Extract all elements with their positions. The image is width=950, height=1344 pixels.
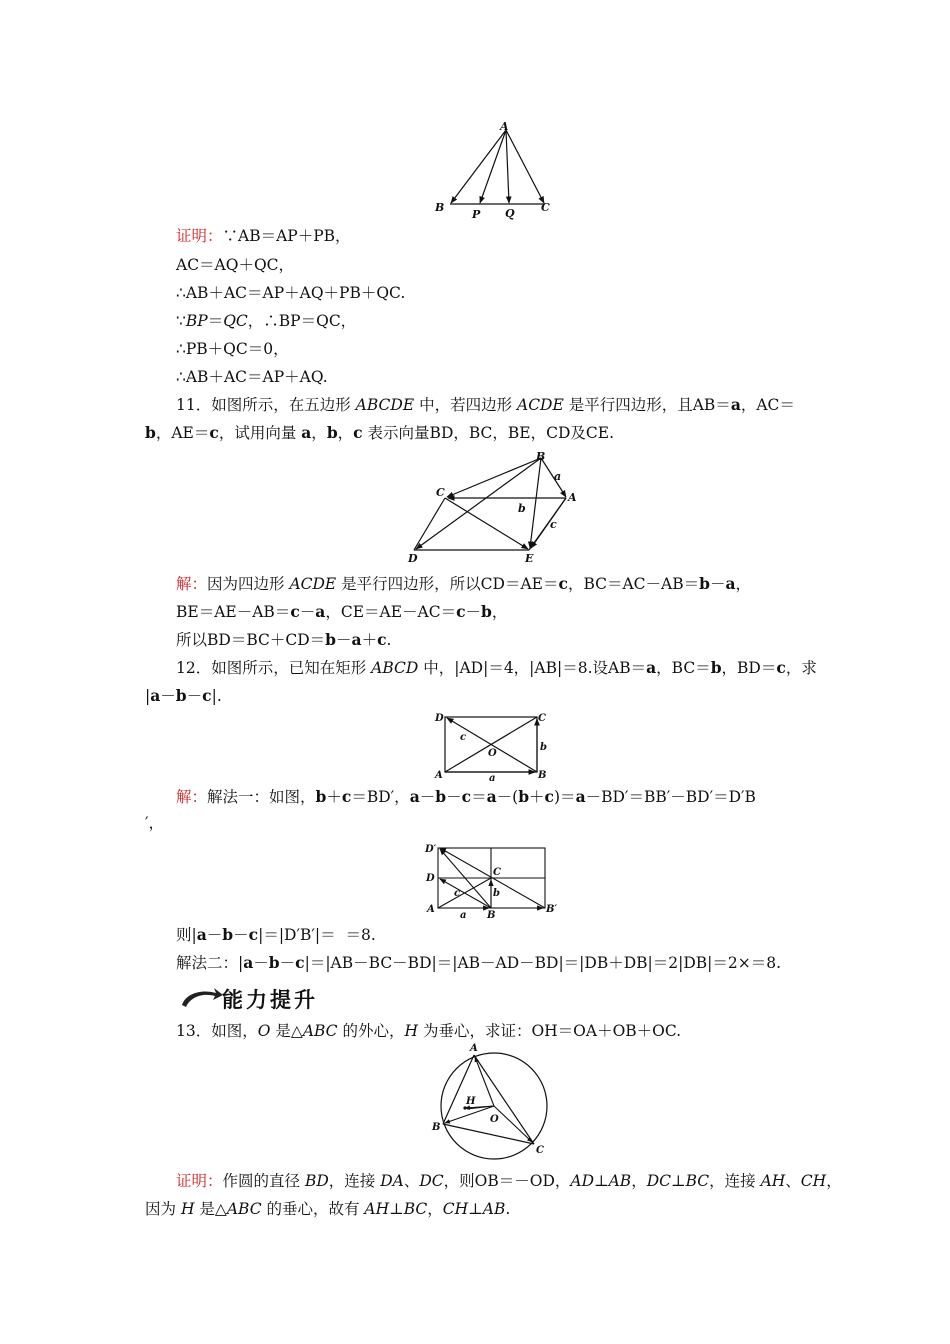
p10-line-3: ∴AB＋AC＝AP＋AQ＋PB＋QC.	[176, 284, 406, 302]
label-p: P	[472, 208, 481, 221]
banner-arrow-icon	[176, 985, 224, 1011]
proof-label: 证明：	[176, 227, 223, 245]
solution-label: 解：	[176, 788, 208, 806]
p11-solution-line-2: BE＝AE－AB＝c－a，CE＝AE－AC＝c－b，	[176, 602, 508, 621]
p12-question-line-1: 12．如图所示，已知在矩形 ABCD 中，|AD|＝4，|AB|＝8.设AB＝a，BC＝b，BD＝c，求	[176, 658, 817, 677]
p11-solution-line-3: 所以BD＝BC＋CD＝b－a＋c.	[176, 630, 392, 649]
p10-line-4: ∵BP＝QC，∴BP＝QC，	[176, 312, 357, 330]
extended-rectangle-figure	[420, 838, 570, 922]
p12-solution-line-4: 解法二：|a－b－c|＝|AB－BC－BD|＝|AB－AD－BD|＝|DB＋DB|＝2|DB|＝2×＝8.	[176, 953, 782, 972]
label-h: H	[466, 1096, 476, 1107]
label-o: O	[490, 1114, 499, 1125]
vector-label-c: c	[550, 518, 557, 531]
p11-solution-line-1: 解：因为四边形 ACDE 是平行四边形，所以CD＝AE＝c，BC＝AC－AB＝b－a，	[176, 574, 752, 593]
p10-text-1: ∵AB＝AP＋PB，	[222, 227, 351, 245]
p12-solution-line-1: 解：解法一：如图，b＋c＝BD′，a－b－c＝a－(b＋c)＝a－BD′＝BB′－BD′＝D′B	[176, 787, 756, 806]
p10-line-1	[176, 226, 351, 246]
label-a: A	[500, 120, 509, 133]
vector-label-a: a	[554, 470, 562, 483]
label-b-prime: B′	[546, 904, 558, 915]
label-q: Q	[505, 207, 515, 220]
triangle-apq-figure	[420, 118, 560, 223]
label-b: B	[538, 770, 547, 781]
vector-label-c: c	[460, 732, 467, 743]
p13-proof-line-2: 因为 H 是△ABC 的垂心，故有 AH⊥BC，CH⊥AB.	[145, 1200, 511, 1218]
solution-label: 解：	[176, 575, 208, 593]
label-d: D	[408, 552, 418, 565]
circumcircle-figure	[428, 1040, 558, 1165]
label-a: A	[568, 491, 577, 504]
p10-line-5: ∴PB＋QC＝0，	[176, 340, 289, 358]
label-c: C	[493, 867, 501, 878]
p11-question-line-1: 11．如图所示，在五边形 ABCDE 中，若四边形 ACDE 是平行四边形，且AB＝a，AC＝	[176, 395, 795, 414]
vector-label-b: b	[540, 742, 547, 753]
vector-label-a: a	[460, 910, 467, 921]
label-a: A	[470, 1043, 478, 1054]
label-c: C	[436, 486, 445, 499]
label-c: C	[536, 1145, 544, 1156]
label-a: A	[427, 904, 435, 915]
vector-label-c: c	[454, 888, 461, 899]
rectangle-abcd-figure	[428, 708, 558, 784]
p12-solution-line-3: 则|a－b－c|＝|D′B′|＝ ＝8.	[176, 925, 376, 944]
section-banner	[176, 983, 346, 1013]
label-a: A	[435, 770, 443, 781]
p10-line-6: ∴AB＋AC＝AP＋AQ.	[176, 368, 328, 386]
pentagon-abcde-figure	[400, 450, 590, 570]
label-e: E	[525, 552, 534, 565]
banner-title: 能力提升	[222, 988, 318, 1012]
vector-label-b: b	[518, 502, 526, 515]
label-c: C	[541, 201, 550, 214]
vector-label-b: b	[493, 888, 500, 899]
label-d-prime: D′	[425, 844, 437, 855]
label-c: C	[538, 713, 546, 724]
label-b: B	[487, 910, 496, 921]
label-o: O	[488, 748, 497, 759]
label-b: B	[432, 1122, 441, 1133]
vector-label-a: a	[489, 773, 496, 784]
label-d: D	[426, 873, 435, 884]
label-d: D	[435, 713, 444, 724]
p10-line-2: AC＝AQ＋QC，	[176, 256, 295, 274]
p11-question-line-2: b，AE＝c，试用向量 a，b，c 表示向量BD，BC，BE，CD及CE.	[145, 423, 615, 442]
p13-proof-line-1: 证明：作圆的直径 BD，连接 DA、DC，则OB＝－OD，AD⊥AB，DC⊥BC，连接 AH、CH，	[176, 1172, 842, 1190]
p12-solution-line-2: ′，	[145, 814, 165, 832]
p13-question-line-1: 13．如图，O 是△ABC 的外心，H 为垂心，求证：OH＝OA＋OB＋OC.	[176, 1022, 682, 1040]
label-b: B	[536, 450, 546, 463]
label-b: B	[435, 201, 445, 214]
p12-question-line-2: |a－b－c|.	[145, 686, 222, 705]
proof-label: 证明：	[176, 1172, 223, 1190]
